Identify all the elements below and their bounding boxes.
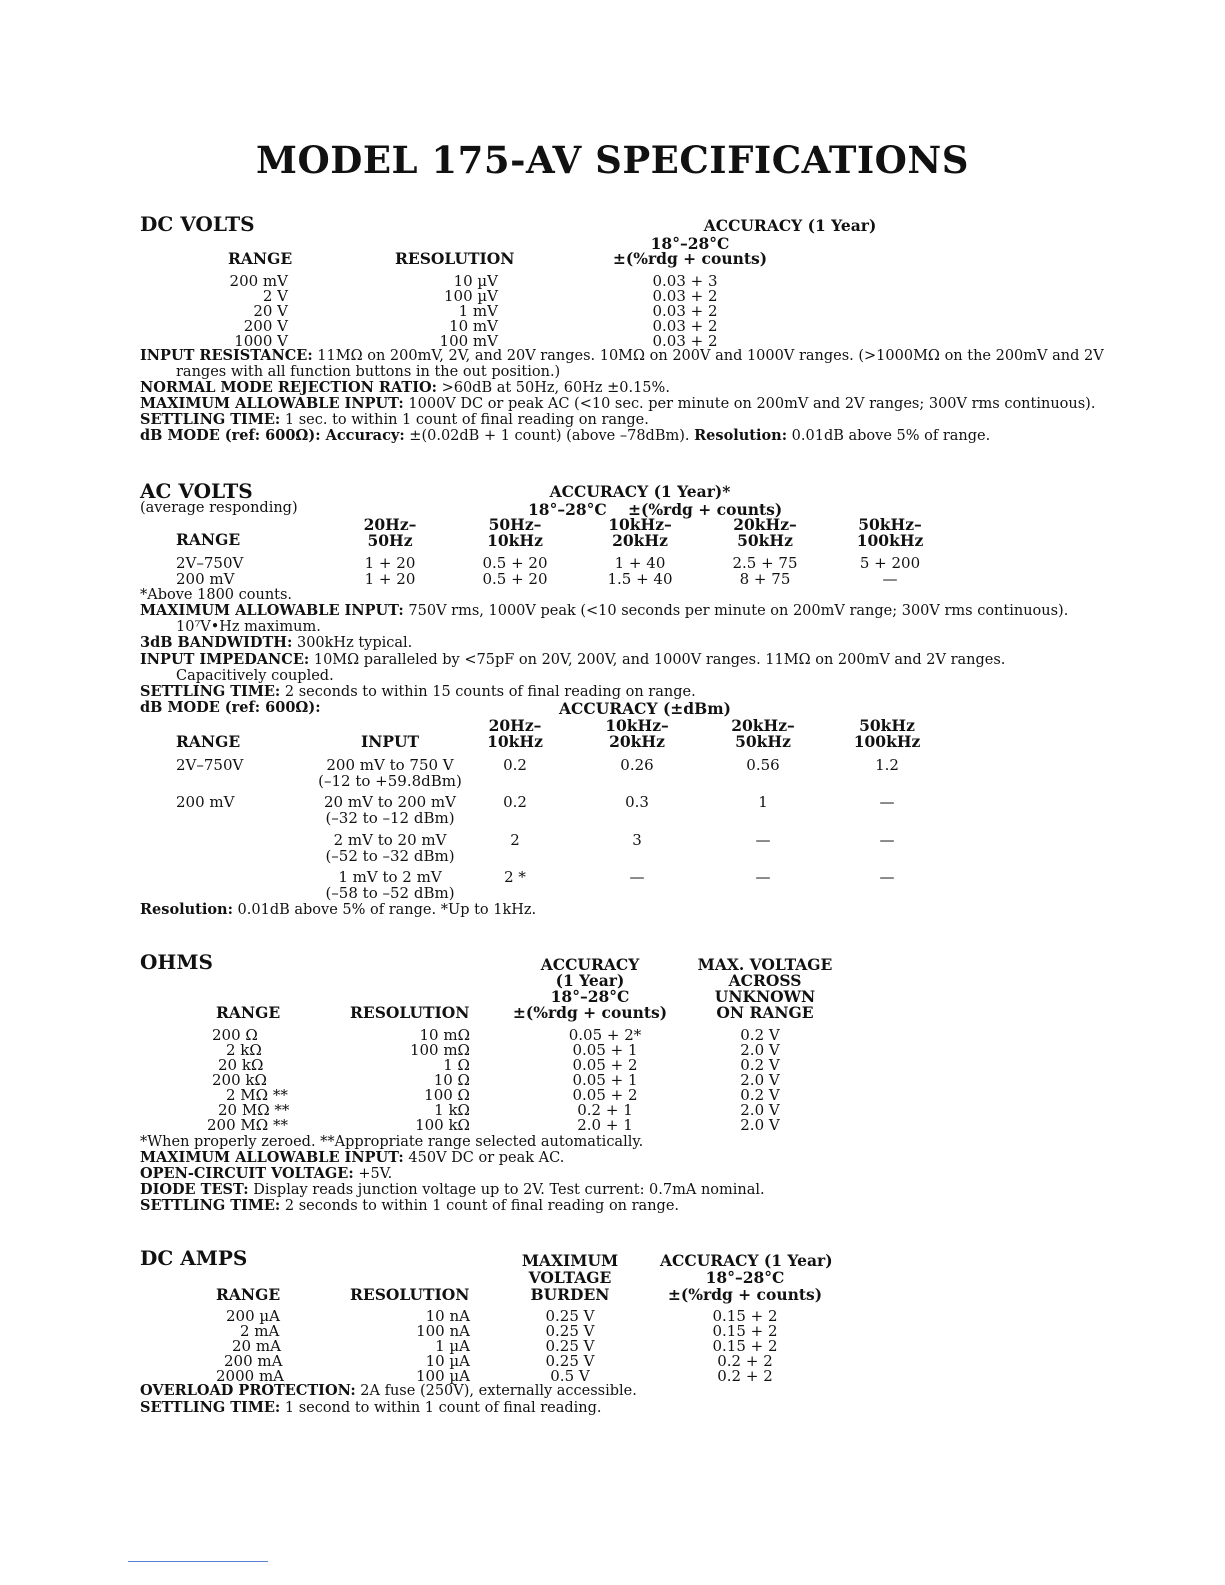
dcv-note: INPUT RESISTANCE: 11MΩ on 200mV, 2V, and 20V ranges. 10MΩ on 200V and 1000V ranges. (>1000MΩ on the 200mV and 2V: [140, 347, 1104, 364]
dcv-heading: DC VOLTS: [140, 212, 255, 236]
acv-freq-head: 20kHz–: [733, 515, 797, 534]
dca-burden-head: BURDEN: [530, 1285, 610, 1304]
acv-acc: 8 + 75: [739, 570, 791, 588]
dca-res: 100 nA: [416, 1322, 470, 1340]
ohms-note: OPEN-CIRCUIT VOLTAGE: +5V.: [140, 1165, 393, 1182]
acv-acc: 0.5 + 20: [482, 554, 548, 572]
acv-db-input-dbm: (–12 to +59.8dBm): [318, 772, 462, 790]
dcv-res: 10 µV: [453, 272, 498, 290]
dca-burden: 0.25 V: [545, 1322, 595, 1340]
acv-acc: 1 + 20: [364, 570, 416, 588]
acv-db-acc: —: [879, 793, 895, 811]
dca-acc-head: ACCURACY (1 Year): [660, 1251, 833, 1270]
ohms-range: 200 MΩ **: [207, 1116, 288, 1134]
acv-db-acc: —: [755, 868, 771, 886]
ohms-acc: 0.2 + 1: [577, 1101, 633, 1119]
acv-db-acc: —: [879, 868, 895, 886]
dcv-res: 1 mV: [458, 302, 498, 320]
acv-db-freq-head: 20kHz–: [731, 716, 795, 735]
ohms-max-head: MAX. VOLTAGE: [697, 955, 833, 974]
acv-footnote: *Above 1800 counts.: [140, 587, 293, 603]
dca-burden-head: MAXIMUM: [521, 1251, 619, 1270]
acv-freq-head: 10kHz–: [608, 515, 672, 534]
ohms-res: 1 Ω: [443, 1056, 470, 1074]
acv-db-acc: 3: [632, 831, 642, 849]
acv-freq-head: 50Hz–: [488, 515, 542, 534]
acv-freq-head: 50kHz–: [858, 515, 922, 534]
dcv-note: ranges with all function buttons in the out position.): [176, 364, 561, 380]
ohms-note: *When properly zeroed. **Appropriate range selected automatically.: [140, 1134, 644, 1150]
dcv-acc: 0.03 + 3: [652, 272, 718, 290]
dcv-acc: 0.03 + 2: [652, 302, 718, 320]
dcv-col-res: RESOLUTION: [395, 249, 515, 268]
acv-db-freq-head: 20Hz–: [488, 716, 542, 735]
dcv-res: 100 mV: [439, 332, 498, 350]
acv-db-acc-title: ACCURACY (±dBm): [559, 699, 731, 718]
acv-db-input-dbm: (–58 to –52 dBm): [325, 884, 455, 902]
acv-acc-units: ±(%rdg + counts): [628, 500, 783, 519]
ohms-note: SETTLING TIME: 2 seconds to within 1 count of final reading on range.: [140, 1197, 680, 1214]
ohms-max: 2.0 V: [740, 1041, 780, 1059]
dca-res: 1 µA: [435, 1337, 470, 1355]
ohms-range: 200 Ω: [212, 1026, 258, 1044]
dca-acc: 0.15 + 2: [712, 1307, 778, 1325]
acv-freq-head: 20kHz: [612, 531, 668, 550]
dcv-range: 20 V: [253, 302, 288, 320]
ohms-range: 20 MΩ **: [218, 1101, 290, 1119]
acv-db-acc: 0.2: [503, 793, 527, 811]
acv-db-heading: dB MODE (ref: 600Ω):: [140, 699, 321, 716]
ohms-res: 10 Ω: [433, 1071, 470, 1089]
acv-db-freq-head: 20kHz: [609, 732, 665, 751]
acv-db-freq-head: 100kHz: [853, 732, 921, 751]
acv-heading: AC VOLTS: [140, 479, 253, 503]
ohms-acc-head: ±(%rdg + counts): [512, 1003, 668, 1022]
dcv-acc-units: ±(%rdg + counts): [612, 249, 768, 268]
acv-db-freq-head: 10kHz: [487, 732, 543, 751]
dca-burden: 0.25 V: [545, 1307, 595, 1325]
acv-db-acc: 0.3: [625, 793, 649, 811]
acv-freq-head: 50kHz: [737, 531, 793, 550]
acv-db-input: 20 mV to 200 mV: [324, 793, 456, 811]
acv-db-col-input: INPUT: [360, 732, 420, 751]
ohms-max: 0.2 V: [740, 1026, 780, 1044]
ohms-col-res: RESOLUTION: [350, 1003, 470, 1022]
dca-range: 2000 mA: [216, 1367, 284, 1385]
ohms-max-head: UNKNOWN: [714, 987, 816, 1006]
dcv-acc: 0.03 + 2: [652, 332, 718, 350]
acv-freq-head: 100kHz: [856, 531, 924, 550]
dcv-range: 200 V: [243, 317, 288, 335]
ohms-col-range: RANGE: [216, 1003, 281, 1022]
ohms-range: 20 kΩ: [218, 1056, 264, 1074]
dca-res: 10 nA: [425, 1307, 470, 1325]
ohms-acc: 0.05 + 2: [572, 1056, 638, 1074]
dca-col-res: RESOLUTION: [350, 1285, 470, 1304]
acv-db-input: 1 mV to 2 mV: [338, 868, 442, 886]
acv-db-resolution: Resolution: 0.01dB above 5% of range. *Up to 1kHz.: [140, 901, 537, 918]
acv-db-acc: 1.2: [875, 756, 899, 774]
ohms-max: 0.2 V: [740, 1086, 780, 1104]
ohms-max-head: ON RANGE: [716, 1003, 814, 1022]
dca-range: 200 mA: [224, 1352, 283, 1370]
dca-range: 2 mA: [240, 1322, 280, 1340]
dca-res: 100 µA: [416, 1367, 470, 1385]
ohms-max: 2.0 V: [740, 1101, 780, 1119]
ohms-res: 100 mΩ: [409, 1041, 470, 1059]
dca-burden: 0.25 V: [545, 1352, 595, 1370]
dcv-note: MAXIMUM ALLOWABLE INPUT: 1000V DC or peak AC (<10 sec. per minute on 200mV and 2V ranges; 300V rms continuous).: [140, 395, 1096, 412]
acv-note: MAXIMUM ALLOWABLE INPUT: 750V rms, 1000V peak (<10 seconds per minute on 200mV range; 300V rms continuous).: [140, 602, 1069, 619]
dca-acc-head: 18°–28°C: [705, 1268, 785, 1287]
acv-db-input: 2 mV to 20 mV: [333, 831, 447, 849]
dca-burden: 0.5 V: [550, 1367, 590, 1385]
acv-acc: 1 + 20: [364, 554, 416, 572]
dcv-range: 1000 V: [234, 332, 288, 350]
acv-db-acc: —: [879, 831, 895, 849]
dcv-col-range: RANGE: [228, 249, 293, 268]
dcv-range: 200 mV: [229, 272, 288, 290]
ohms-acc-head: (1 Year): [555, 971, 625, 990]
ohms-res: 1 kΩ: [434, 1101, 470, 1119]
dca-range: 20 mA: [232, 1337, 281, 1355]
acv-db-range: 200 mV: [176, 793, 235, 811]
acv-db-acc: 2 *: [504, 868, 526, 886]
ohms-acc: 0.05 + 1: [572, 1071, 638, 1089]
ohms-res: 100 Ω: [424, 1086, 470, 1104]
ohms-range: 2 MΩ **: [226, 1086, 288, 1104]
acv-note: SETTLING TIME: 2 seconds to within 15 counts of final reading on range.: [140, 683, 696, 700]
ohms-acc: 0.05 + 2: [572, 1086, 638, 1104]
acv-db-freq-head: 50kHz: [859, 716, 915, 735]
acv-acc: 0.5 + 20: [482, 570, 548, 588]
dca-range: 200 µA: [226, 1307, 280, 1325]
acv-db-acc: 0.56: [746, 756, 780, 774]
ohms-note: DIODE TEST: Display reads junction voltage up to 2V. Test current: 0.7mA nominal.: [140, 1181, 765, 1198]
acv-acc-temp: 18°–28°C: [528, 500, 607, 519]
dca-acc: 0.15 + 2: [712, 1337, 778, 1355]
dca-burden-head: VOLTAGE: [528, 1268, 612, 1287]
acv-db-input-dbm: (–52 to –32 dBm): [325, 847, 455, 865]
acv-db-freq-head: 50kHz: [735, 732, 791, 751]
dcv-acc: 0.03 + 2: [652, 287, 718, 305]
ohms-max: 2.0 V: [740, 1116, 780, 1134]
acv-note: INPUT IMPEDANCE: 10MΩ paralleled by <75pF on 20V, 200V, and 1000V ranges. 11MΩ on 200mV and 2V ranges.: [140, 651, 1006, 668]
acv-db-range: 2V–750V: [176, 756, 244, 774]
acv-note: Capacitively coupled.: [176, 668, 334, 684]
footer-rule: [128, 1561, 268, 1562]
acv-db-acc: 1: [758, 793, 768, 811]
ohms-max: 0.2 V: [740, 1056, 780, 1074]
acv-db-input: 200 mV to 750 V: [326, 756, 454, 774]
dcv-acc-title: ACCURACY (1 Year): [703, 216, 877, 235]
acv-freq-head: 10kHz: [487, 531, 543, 550]
ohms-res: 100 kΩ: [415, 1116, 470, 1134]
dca-heading: DC AMPS: [140, 1246, 248, 1270]
dca-col-range: RANGE: [216, 1285, 281, 1304]
acv-freq-head: 50Hz: [367, 531, 413, 550]
ohms-range: 200 kΩ: [212, 1071, 267, 1089]
dca-res: 10 µA: [425, 1352, 470, 1370]
acv-acc: 5 + 200: [859, 554, 921, 572]
acv-db-acc: 0.26: [620, 756, 654, 774]
ohms-acc: 0.05 + 2*: [568, 1026, 642, 1044]
dca-acc: 0.2 + 2: [717, 1367, 773, 1385]
acv-acc-title: ACCURACY (1 Year)*: [549, 482, 731, 501]
page-title: MODEL 175-AV SPECIFICATIONS: [256, 138, 969, 182]
ohms-range: 2 kΩ: [226, 1041, 262, 1059]
acv-subheading: (average responding): [140, 500, 298, 516]
dcv-range: 2 V: [262, 287, 288, 305]
ohms-res: 10 mΩ: [419, 1026, 470, 1044]
acv-note: 10⁷V•Hz maximum.: [176, 619, 321, 635]
dca-acc-head: ±(%rdg + counts): [667, 1285, 823, 1304]
ohms-acc-head: ACCURACY: [540, 955, 640, 974]
dca-burden: 0.25 V: [545, 1337, 595, 1355]
acv-range: 200 mV: [176, 570, 235, 588]
dcv-acc-temp: 18°–28°C: [650, 234, 730, 253]
acv-acc: 1 + 40: [614, 554, 666, 572]
ohms-acc-head: 18°–28°C: [550, 987, 630, 1006]
dca-acc: 0.2 + 2: [717, 1352, 773, 1370]
acv-range: 2V–750V: [176, 554, 244, 572]
dca-note: SETTLING TIME: 1 second to within 1 count of final reading.: [140, 1399, 602, 1416]
acv-freq-head: 20Hz–: [363, 515, 417, 534]
acv-db-acc: —: [755, 831, 771, 849]
acv-note: 3dB BANDWIDTH: 300kHz typical.: [140, 634, 413, 651]
dcv-res: 100 µV: [444, 287, 498, 305]
ohms-heading: OHMS: [140, 950, 213, 974]
acv-acc: 2.5 + 75: [732, 554, 798, 572]
acv-acc: 1.5 + 40: [607, 570, 673, 588]
acv-db-acc: —: [629, 868, 645, 886]
dcv-note: SETTLING TIME: 1 sec. to within 1 count of final reading on range.: [140, 411, 649, 428]
dca-note: OVERLOAD PROTECTION: 2A fuse (250V), externally accessible.: [140, 1382, 637, 1399]
dcv-acc: 0.03 + 2: [652, 317, 718, 335]
acv-db-col-range: RANGE: [176, 732, 241, 751]
ohms-acc: 2.0 + 1: [577, 1116, 633, 1134]
acv-db-acc: 2: [510, 831, 520, 849]
ohms-max: 2.0 V: [740, 1071, 780, 1089]
acv-acc: —: [882, 570, 898, 588]
ohms-acc: 0.05 + 1: [572, 1041, 638, 1059]
acv-col-range: RANGE: [176, 530, 241, 549]
acv-db-input-dbm: (–32 to –12 dBm): [325, 809, 455, 827]
acv-db-acc: 0.2: [503, 756, 527, 774]
ohms-note: MAXIMUM ALLOWABLE INPUT: 450V DC or peak AC.: [140, 1149, 565, 1166]
dcv-note: NORMAL MODE REJECTION RATIO: >60dB at 50Hz, 60Hz ±0.15%.: [140, 379, 670, 396]
dcv-res: 10 mV: [449, 317, 498, 335]
dca-acc: 0.15 + 2: [712, 1322, 778, 1340]
ohms-max-head: ACROSS: [728, 971, 802, 990]
dcv-note: dB MODE (ref: 600Ω): Accuracy: ±(0.02dB + 1 count) (above –78dBm). Resolution: 0.01dB above 5% of range.: [140, 427, 991, 444]
acv-db-freq-head: 10kHz–: [605, 716, 669, 735]
